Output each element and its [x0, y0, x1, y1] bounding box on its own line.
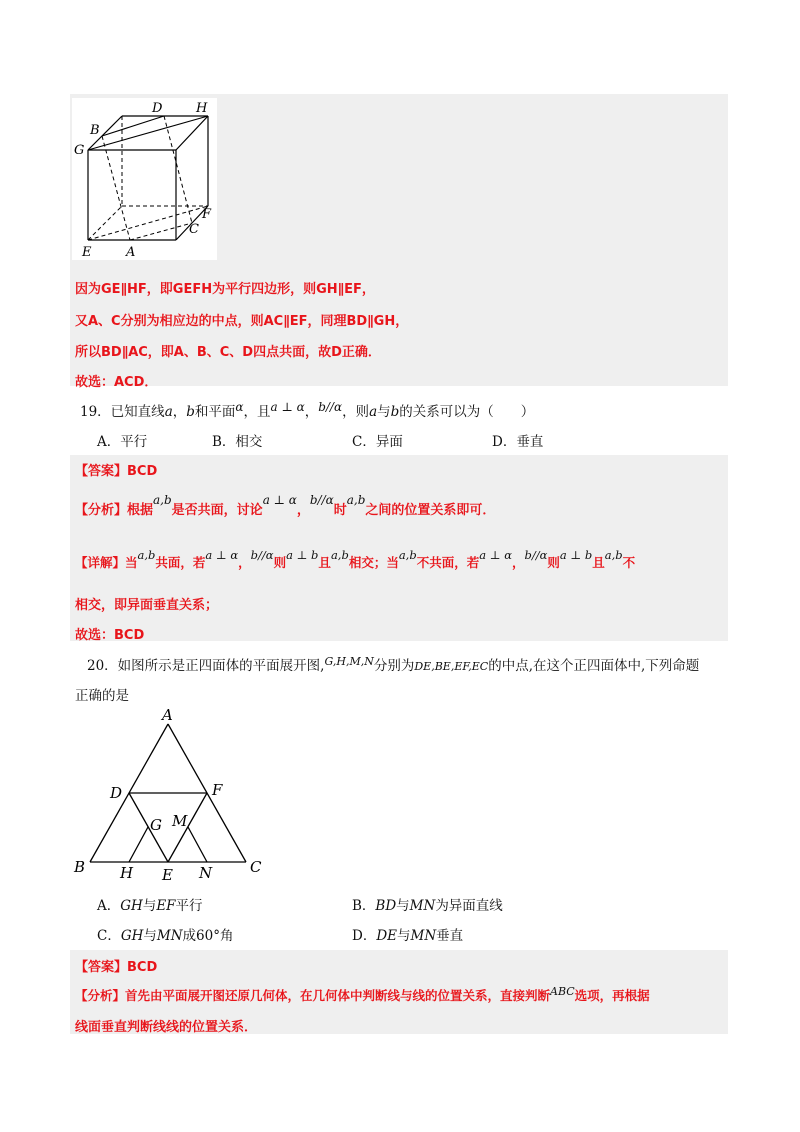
- q19-prefix: 19．已知直线: [80, 404, 165, 420]
- q19-text: ，且: [243, 404, 271, 420]
- cube-label-b: B: [90, 123, 100, 138]
- q20-option-d: [352, 924, 463, 944]
- net-label-d: D: [110, 784, 123, 802]
- cube-label-f: F: [202, 207, 212, 222]
- q20-option-a: [97, 894, 203, 914]
- question-20-stem-line-2: 正确的是: [75, 688, 129, 704]
- q19-detail-line-2: 相交，即异面垂直关系；: [75, 598, 219, 613]
- q20-text: 的中点,在这个正四面体中,下列命题: [488, 658, 700, 674]
- q19-option-b: B．相交: [212, 434, 263, 450]
- q19-b2: b: [390, 404, 400, 420]
- q20-option-text: C．: [97, 928, 121, 944]
- question-20-stem: [87, 654, 699, 674]
- q19-detail-text: 相交；当: [348, 555, 399, 570]
- q19-detail-math: a ⊥ b: [559, 548, 593, 562]
- q19-option-d: D．垂直: [492, 434, 544, 450]
- q19-detail-text: 不共面，若: [416, 555, 480, 570]
- solution-18-line-1: 因为GE∥HF，即GEFH为平行四边形，则GH∥EF，: [75, 282, 375, 297]
- cube-figure: [72, 98, 217, 260]
- q20-option-math: GH: [120, 928, 144, 944]
- q19-analysis: [75, 493, 496, 518]
- net-label-n: N: [199, 864, 213, 882]
- q19-option-a: A．平行: [97, 434, 148, 450]
- q19-detail-math: b//α: [524, 548, 548, 562]
- q19-perp: a ⊥ α: [270, 400, 305, 414]
- net-label-f: F: [212, 781, 223, 799]
- q20-option-text: 为异面直线: [435, 898, 503, 914]
- q20-option-math: MN: [409, 898, 436, 914]
- q20-option-math: DE: [376, 928, 398, 944]
- q20-option-text: 垂直: [436, 928, 464, 944]
- q19-detail-text: 则: [547, 555, 560, 570]
- q19-detail-math: a,b: [137, 548, 156, 562]
- q19-a: a: [164, 404, 173, 420]
- q20-prefix: 20．如图所示是正四面体的平面展开图,: [87, 658, 325, 674]
- q20-math: G,H,M,N: [324, 655, 374, 668]
- q20-option-text: 与: [397, 928, 411, 944]
- q20-option-text: 平行: [175, 898, 203, 914]
- q19-analysis-math: b//α: [309, 493, 334, 507]
- q19-parallel: b//α: [318, 400, 343, 414]
- q19-detail-text: 且: [592, 555, 605, 570]
- q19-analysis-label: 【分析】根据: [75, 503, 154, 518]
- solution-18-line-3: 所以BD∥AC，即A、B、C、D四点共面，故D正确．: [75, 345, 381, 360]
- net-label-m: M: [172, 812, 188, 830]
- cube-label-a: A: [126, 245, 136, 260]
- q19-text: 和平面: [194, 404, 236, 420]
- q20-option-math: EF: [156, 898, 176, 914]
- question-19-stem: [80, 400, 534, 420]
- q19-analysis-math: a,b: [346, 493, 366, 507]
- q19-detail: [75, 548, 636, 571]
- q20-option-text: 与: [396, 898, 410, 914]
- q20-option-text: A．: [97, 898, 121, 914]
- q20-option-text: 与: [143, 928, 157, 944]
- q19-analysis-math: a,b: [153, 493, 172, 507]
- q19-text: ，: [172, 404, 187, 420]
- q20-option-text: B．: [352, 898, 376, 914]
- q20-analysis-math: ABC: [550, 985, 575, 998]
- solution-18-line-4: 故选：ACD．: [75, 375, 158, 390]
- q20-answer: 【答案】BCD: [75, 960, 158, 975]
- cube-label-e: E: [82, 245, 92, 260]
- solution-18-line-2: 又A、C分别为相应边的中点，则AC∥EF，同理BD∥GH，: [75, 314, 409, 329]
- q19-detail-label: 【详解】当: [75, 555, 138, 570]
- cube-label-h: H: [196, 101, 208, 116]
- tetrahedron-net-figure: [72, 706, 272, 886]
- q20-analysis-line-2: 线面垂直判断线线的位置关系．: [75, 1020, 258, 1035]
- q20-option-text: D．: [352, 928, 377, 944]
- q20-option-text: 与: [142, 898, 157, 914]
- q19-b: b: [186, 404, 195, 420]
- q20-math: DE,BE,EF,EC: [414, 660, 489, 673]
- q19-analysis-text: 是否共面，讨论: [171, 503, 263, 518]
- net-label-a: A: [162, 706, 173, 724]
- q20-text: 分别为: [373, 658, 415, 674]
- q20-option-math: BD: [375, 898, 397, 914]
- q19-detail-text: 共面，若: [155, 555, 206, 570]
- q19-analysis-text: ，: [296, 503, 310, 518]
- cube-label-g: G: [74, 143, 85, 158]
- q19-detail-math: a ⊥ b: [286, 548, 319, 562]
- q20-option-b: [352, 894, 503, 914]
- q19-detail-math: a ⊥ α: [479, 548, 512, 562]
- q19-text: 的关系可以为（ ）: [399, 404, 535, 420]
- net-label-g: G: [150, 816, 162, 834]
- q19-detail-text: 不: [622, 555, 636, 570]
- q19-detail-math: a,b: [330, 548, 349, 562]
- q19-detail-math: a,b: [604, 548, 623, 562]
- q20-analysis-line-1: [75, 986, 650, 1004]
- q19-option-c: C．异面: [352, 434, 403, 450]
- cube-label-d: D: [152, 101, 163, 116]
- net-label-b: B: [74, 858, 86, 876]
- q19-analysis-text: 时: [333, 503, 347, 518]
- q20-analysis-text: 【分析】首先由平面展开图还原几何体，在几何体中判断线与线的位置关系，直接判断: [75, 988, 551, 1003]
- q19-text: ，则: [342, 404, 370, 420]
- q20-option-math: MN: [156, 928, 183, 944]
- q19-detail-text: 则: [273, 555, 287, 570]
- cube-label-c: C: [189, 222, 199, 237]
- q20-option-text: 成60°角: [182, 928, 234, 944]
- q20-option-math: MN: [410, 928, 437, 944]
- q19-text: 与: [377, 404, 391, 420]
- net-label-e: E: [162, 866, 173, 884]
- q20-option-math: GH: [120, 898, 143, 914]
- q19-detail-text: ，: [238, 555, 251, 570]
- net-label-c: C: [250, 858, 262, 876]
- q19-detail-text: 且: [318, 555, 331, 570]
- q19-detail-math: a ⊥ α: [205, 548, 239, 562]
- q19-detail-text: ，: [511, 555, 525, 570]
- q19-detail-math: a,b: [398, 548, 417, 562]
- q20-analysis-text: 选项，再根据: [574, 988, 650, 1003]
- q19-choice: 故选：BCD: [75, 628, 145, 643]
- q19-alpha: α: [235, 400, 244, 414]
- q19-text: ，: [304, 404, 319, 420]
- net-label-h: H: [120, 864, 134, 882]
- q19-analysis-math: a ⊥ α: [262, 493, 297, 507]
- q19-detail-math: b//α: [250, 548, 274, 562]
- q20-option-c: [97, 924, 233, 944]
- q19-a2: a: [369, 404, 378, 420]
- q19-answer: 【答案】BCD: [75, 464, 158, 479]
- q19-analysis-text: 之间的位置关系即可．: [365, 503, 496, 518]
